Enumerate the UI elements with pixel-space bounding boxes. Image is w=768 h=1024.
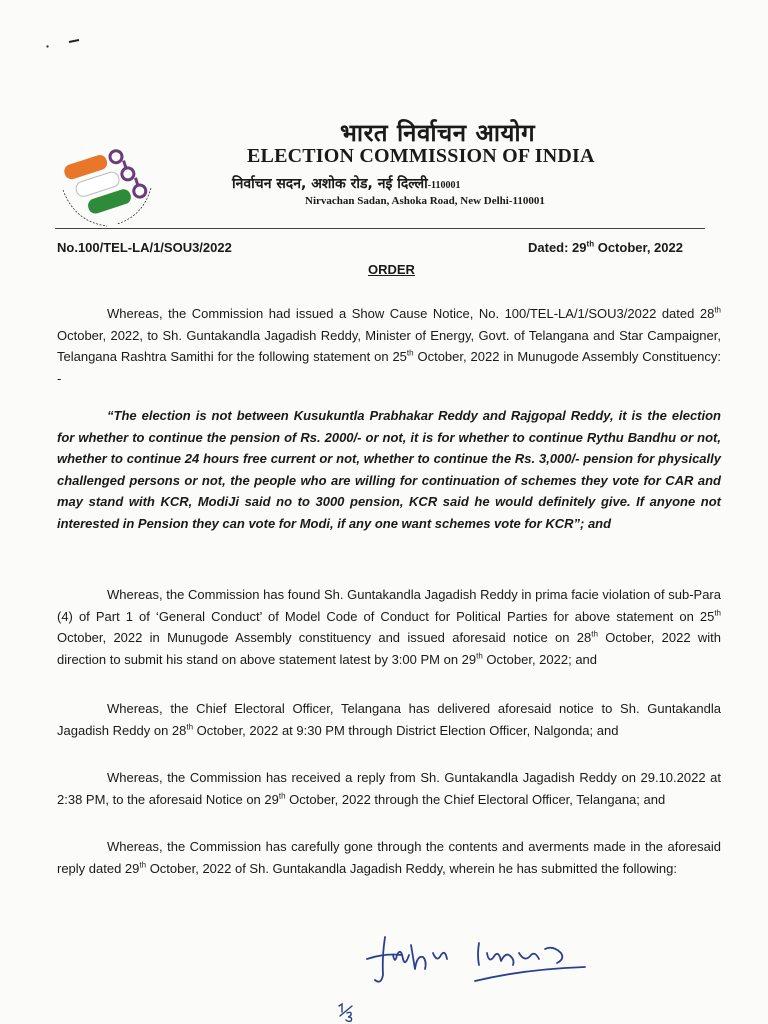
scan-dot — [45, 44, 50, 49]
hindi-address — [232, 174, 461, 193]
handwritten-page-number — [336, 1002, 358, 1022]
hindi-address-pin: -110001 — [427, 180, 461, 191]
paragraph-show-cause: Whereas, the Commission had issued a Show Cause Notice, No. 100/TEL-LA/1/SOU3/2022 dated 28th October, 2022, to Sh. Guntakandla Jagadish Reddy, Minister of Energy, Govt. of Telangana and Star Campaigner, Telangana Rashtra Samithi for the following statement on 25th October, 2022 in Munugode Assembly Constituency: - — [57, 305, 721, 386]
scan-mark — [68, 38, 80, 44]
hindi-title: भारत निर्वाचन आयोग — [340, 119, 536, 147]
reference-number: No.100/TEL-LA/1/SOU3/2022 — [57, 240, 232, 255]
signature-image — [355, 925, 595, 995]
order-heading: ORDER — [368, 262, 415, 277]
header-divider — [55, 228, 705, 229]
order-date: Dated: 29th October, 2022 — [528, 239, 683, 255]
english-address: Nirvachan Sadan, Ashoka Road, New Delhi-110001 — [305, 195, 545, 207]
paragraph-quoted-statement: “The election is not between Kusukuntla Prabhakar Reddy and Rajgopal Reddy, it is the election for whether to continue the pension of Rs. 2000/- or not, it is for whether to continue Rythu Bandhu or not, whether to continue 24 hours free current or not, whether to continue the Rs. 3,000/- pension for physically challenged persons or not, the people who are willing for continuation of schemes they vote for CAR and may stand with KCR, ModiJi said no to 3000 pension, KCR said he would definitely give. If anyone not interested in Pension they can vote for Modi, if any one want schemes vote for KCR”; and — [57, 408, 721, 531]
paragraph-reply-received: Whereas, the Commission has received a reply from Sh. Guntakandla Jagadish Reddy on 29.10.2022 at 2:38 PM, to the aforesaid Notice on 29th October, 2022 through the Chief Electoral Officer, Telangana; and — [57, 770, 721, 807]
organization-title: ELECTION COMMISSION OF INDIA — [247, 145, 595, 167]
paragraph-delivery: Whereas, the Chief Electoral Officer, Telangana has delivered aforesaid notice to Sh. Guntakandla Jagadish Reddy on 28th October, 2022 at 9:30 PM through District Election Officer, Nalgonda; and — [57, 701, 721, 738]
paragraph-reply-review: Whereas, the Commission has carefully gone through the contents and averments made in the aforesaid reply dated 29th October, 2022 of Sh. Guntakandla Jagadish Reddy, wherein he has submitted the following: — [57, 839, 721, 876]
paragraph-violation: Whereas, the Commission has found Sh. Guntakandla Jagadish Reddy in prima facie violation of sub-Para (4) of Part 1 of ‘General Conduct’ of Model Code of Conduct for Political Parties for above statement on 25th October, 2022 in Munugode Assembly constituency and issued aforesaid notice on 28th October, 2022 with direction to submit his stand on above statement latest by 3:00 PM on 29th October, 2022; and — [57, 587, 721, 667]
hindi-address-text: निर्वाचन सदन, अशोक रोड, नई दिल्ली — [232, 176, 428, 192]
eci-emblem-icon — [55, 130, 157, 232]
